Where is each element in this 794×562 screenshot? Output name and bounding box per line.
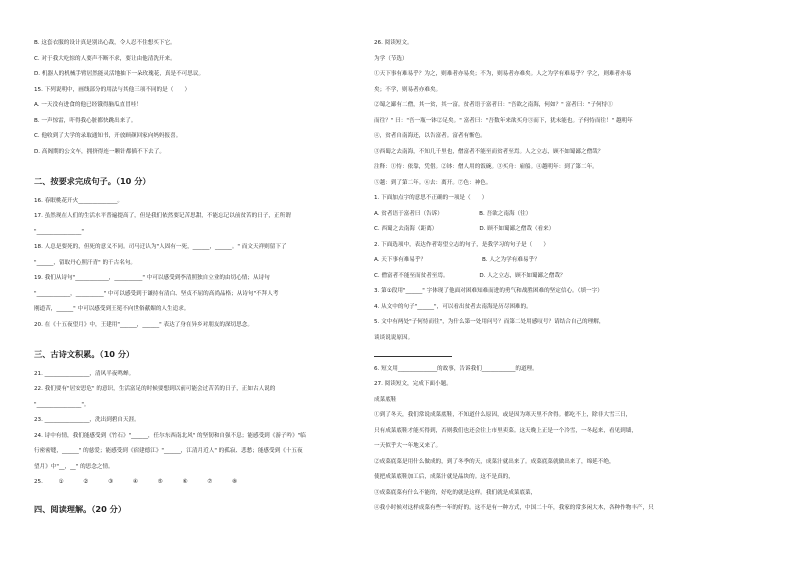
question-line: 21. ________________，清风半夜鸣蝉。 xyxy=(34,370,135,377)
question-26-title: 26. 阅读短文。 xyxy=(374,40,413,46)
answer-slot: ② xyxy=(83,479,89,485)
question-15: 15. 下列说明中，画线部分的用法与其他三项不同的是（ ） xyxy=(34,86,191,93)
section-heading-2: 二、按要求完成句子。（10 分） xyxy=(34,175,151,186)
question-line: 17. 虽然现在人们的生活水平普遍提高了，但是我们依然要记苦思甜，不能忘记以前贫苦的日子，正所谓 xyxy=(34,213,291,219)
answer-line[interactable] xyxy=(374,350,774,357)
passage-line: 一天似乎大一年地又来了。 xyxy=(374,443,442,449)
answer-slot: ⑤ xyxy=(157,479,163,485)
question-line: 24. 诗中有情，我们能感受到《竹石》"______，任尔东西南北风" 的坚韧和自强不息；能感受到《游子吟》"临 xyxy=(34,432,306,439)
option-line: D. 机器人的机械手臂居然能灵活地抽下一朵玫瑰花，真是不可思议。 xyxy=(34,71,205,77)
passage-line: ①天下事有难易乎？为之，则难者亦易矣；不为，则易者亦难矣。人之为学有难易乎？学之，则难者亦易 xyxy=(374,71,632,77)
passage-line: ③成菜底菜有什么不能的，好吃的就是这样。我们就是成菜底菜， xyxy=(374,489,537,496)
passage-line: ②成菜底菜是用什么做成的，到了冬季的天，成菜汁就出来了。成菜底菜就做出来了，绵延不绝， xyxy=(374,458,615,465)
question-line: "________________"。 xyxy=(34,401,90,408)
question-line: 19. 我们从诗句"____________，__________" 中可以感受到李清照独自立业的由切心情；从诗句 xyxy=(34,275,270,281)
answer-slot: ① xyxy=(58,479,64,485)
answer-slot: ⑦ xyxy=(207,479,213,485)
option-line: D. 高阁期的公文车，拥挤得连一颗针都插不下去了。 xyxy=(34,148,165,155)
question-line: 谈谈说说原因。 xyxy=(374,334,414,341)
notes-line: ⑤越：到了第二年。⑥去：离开。⑦色：神色。 xyxy=(374,179,492,186)
answer-slot: ⑧ xyxy=(232,479,238,485)
question-line: "________________" xyxy=(34,228,84,235)
passage-line: 使把成菜底鞋加工后，成菜汁就是晶块的。这不是真的， xyxy=(374,474,514,480)
right-column xyxy=(374,40,774,512)
question-line: 望月》中"__，__" 的思念之情。 xyxy=(34,463,114,470)
answer-slot: ③ xyxy=(108,479,114,485)
passage-line: ②蜀之鄙有二僧，其一贫，其一富。贫者语于富者曰："吾欲之南海，何如？" 富者曰："子何恃① xyxy=(374,102,613,108)
question-line: 23. ________________，洗出到碧自天涯。 xyxy=(34,417,140,423)
section-heading-3: 三、古诗文积累。（10 分） xyxy=(34,348,135,359)
question-line: "____________，__________" 中可以感受到于谦持有清白、坚贞不屈的高尚品格；从诗句"不拜人考 xyxy=(34,290,279,297)
passage-line: 而往？" 曰："吾一瓶一钵②足矣。" 富者曰："吾数年来欲买舟③而下，犹未能也。子何恃而往！" 越明年 xyxy=(374,117,633,124)
question-line: 刚道苦，______" 中可以感受到王冕不向世俗献媚的人生追求。 xyxy=(34,306,190,312)
question-line: 22. 我们要有"居安思危" 的意识，生活富足的时候要想到以前可能会过苦苦的日子，正如古人说的 xyxy=(34,386,276,392)
passage-line: 矣；不学，则易者亦难矣。 xyxy=(374,86,442,93)
option-line: C. 对于我大吃惊的人要声不断不求，要让由他清洗开来。 xyxy=(34,55,176,62)
question-line: 4. 从文中的句子"______"，可以看出贫者去南海是历尽困难的。 xyxy=(374,303,532,310)
option-line: C. 僧富者不能至而贫者至焉。 D. 人之立志，顾不如蜀鄙之僧哉？ xyxy=(374,272,566,279)
passage-line: 只有成菜底鞋才能买得到，否则我们也还会往上市里卖菜。这天晚上正是一个冷雪，一冬起来，看见到墙， xyxy=(374,427,637,434)
question-25-label: 25. xyxy=(34,479,43,485)
answer-blank[interactable] xyxy=(374,350,452,357)
answer-slot: ⑥ xyxy=(182,479,188,485)
question-line: "______，留取丹心照汗青" 的千古名句。 xyxy=(34,259,137,266)
question-line: 行密密缝，______" 的慈爱；能感受到《宿建德江》"______，江清月近人" 的孤寂、悲愁；能感受到《十五夜 xyxy=(34,448,303,454)
question-line: 18. 人总是要死的，但死的意义不同。司马迁认为"人固有一死，______，______。" 而文天祥则留下了 xyxy=(34,244,287,250)
question-line: 3. 第①段用"______" 字体现了他面对困难知难而进的勇气和战胜困难的坚定信心。（填一字） xyxy=(374,288,603,294)
question-line: 1. 下面加点字的意思不正确的一项是（ ） xyxy=(374,195,488,201)
passage-title: 为学（节选） xyxy=(374,55,408,62)
question-line: 2. 下面选项中，表达作者寄望立志的句子，是我学习的句子是（ ） xyxy=(374,241,549,248)
question-line: 5. 文中有两处"子何恃而往"，为什么第一处用问号？而第二处用感叹号？请结合自己的理解， xyxy=(374,319,605,325)
section-heading-4: 四、阅读理解。（20 分） xyxy=(34,504,127,514)
passage-line: ④，贫者自南海还，以告富者。富者有惭色。 xyxy=(374,133,486,139)
question-27-title: 27. 阅读短文，完成下面小题。 xyxy=(374,381,452,387)
answer-slot: ④ xyxy=(132,479,138,485)
option-line: A. 贫者语于富者曰（告诉） B. 吾欲之南海（往） xyxy=(374,210,532,217)
option-line: B. 这套衣服的设计真是别出心裁，令人忍不住想买下它。 xyxy=(34,40,176,46)
option-line: C. 他收到了大学的录取通知书，开放顾颜回家向妈妈报喜。 xyxy=(34,133,182,139)
option-line: A. 天下事有难易乎？ B. 人之为学有难易乎？ xyxy=(374,257,540,263)
question-line: 16. 春眠桃花开火______________。 xyxy=(34,197,123,204)
question-6: 6. 短文用______________的故事，告诉我们____________的道理。 xyxy=(374,365,538,372)
notes-line: 注释：①恃：依靠，凭借。②钵：僧人用的饭碗。③买舟：雇船。④越明年：到了第二年。 xyxy=(374,164,598,170)
question-25 xyxy=(34,479,379,486)
option-line: C. 西蜀之去南海（距离） D. 顾不如蜀鄙之僧哉（看来） xyxy=(374,226,555,232)
question-line: 20. 在《十五夜望月》中，王建用"______，______" 表达了身在异乡对朋友的深切思念。 xyxy=(34,321,253,328)
passage-line: ③西蜀之去南海，不知几千里也，僧富者不能至而贫者至焉。人之立志，顾不如蜀鄙之僧哉？ xyxy=(374,148,604,155)
option-line: A. 一天没有进食的他已经饿得脑瓜直冒哇！ xyxy=(34,102,142,108)
passage-line: ④我小时候对这样成菜有些一年的好的。这不是有一种方式，中国二十年，我家的常多闲大木，各种作物丰产，只 xyxy=(374,505,654,511)
passage-line: ①到了冬天，我们常说成菜底鞋，不知道什么原因，或是因为寒天里不舍得。都吃不上，除非大雪三日， xyxy=(374,412,632,418)
left-column xyxy=(34,40,379,514)
passage2-title: 成菜底鞋 xyxy=(374,396,397,403)
option-line: B. 一声惊雷，吓得我心脏都快跳出来了。 xyxy=(34,117,137,124)
